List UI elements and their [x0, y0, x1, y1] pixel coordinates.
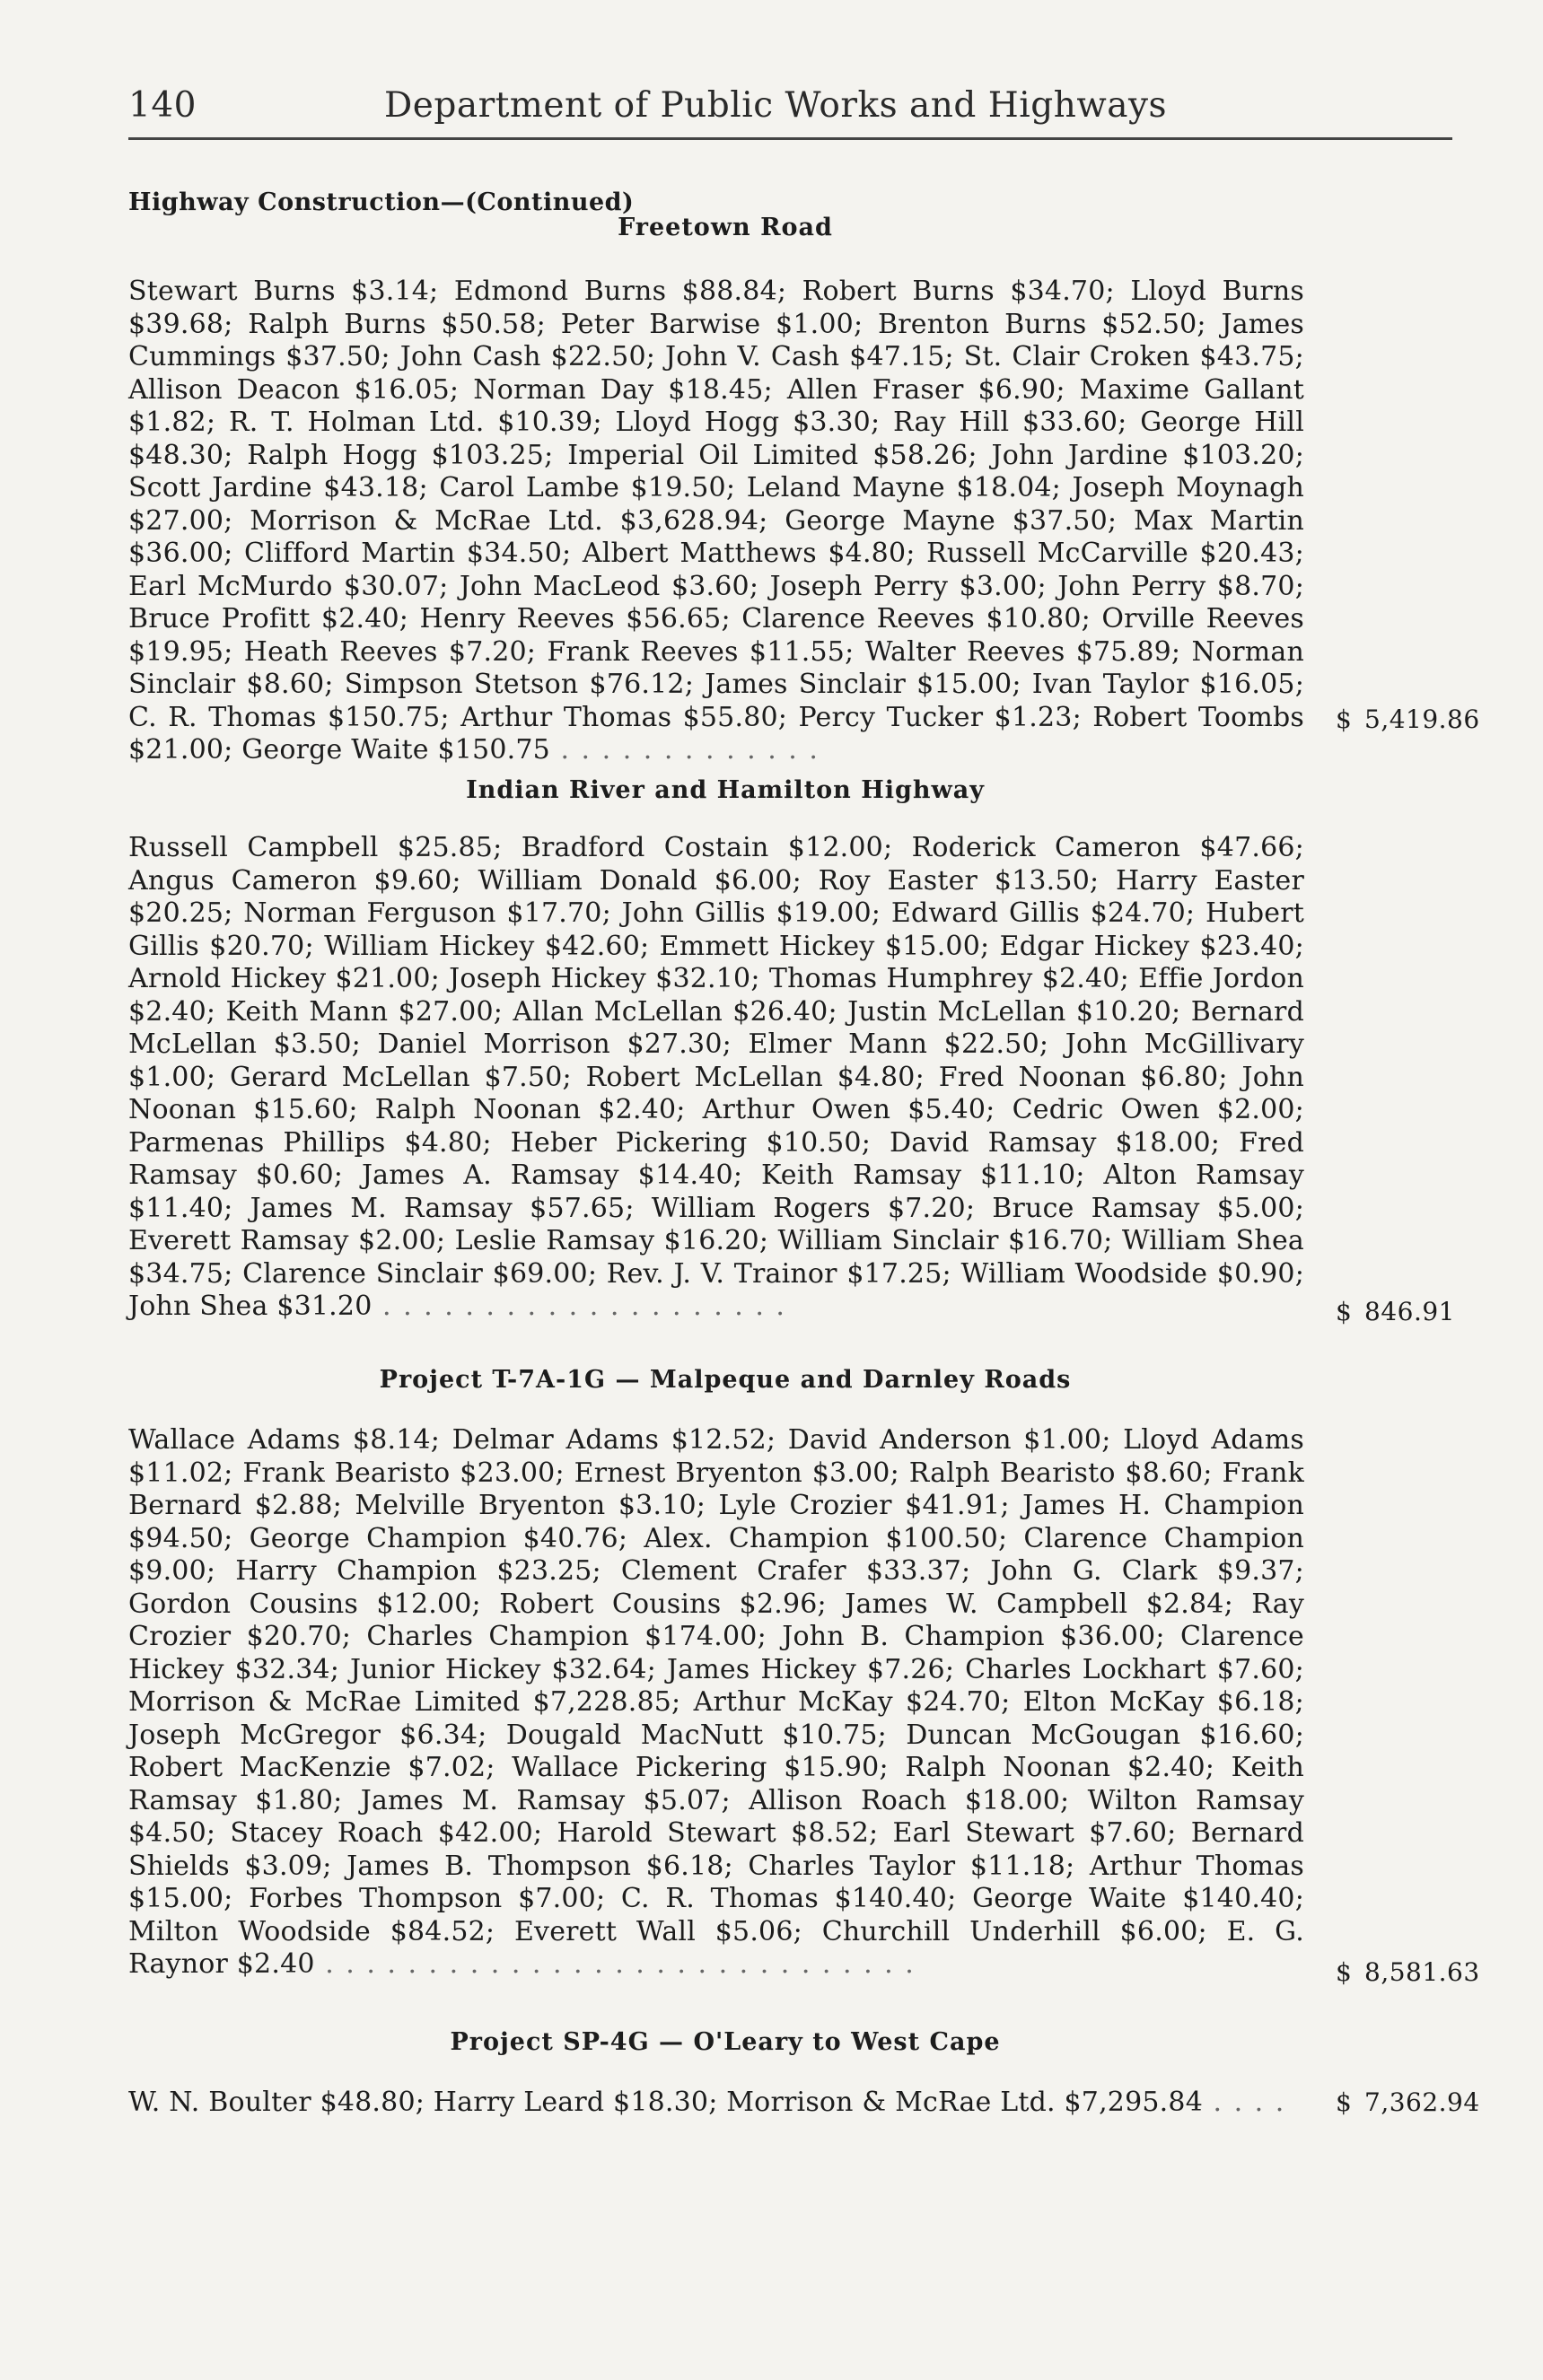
- section-entries-freetown-road: [128, 276, 1304, 767]
- page-title: Department of Public Works and Highways: [384, 85, 1168, 126]
- entries-text: Stewart Burns $3.14; Edmond Burns $88.84; Robert Burns $34.70; Lloyd Burns $39.68; Ralph Burns $50.58; Peter Barwise $1.00; Brenton Burns $52.50; James Cummings $37.50; John Cash $22.50; John V. Cash $47.15; St. Clair Croken $43.75; Allison Deacon $16.05; Norman Day $18.45; Allen Fraser $6.90; Maxime Gallant $1.82; R. T. Holman Ltd. $10.39; Lloyd Hogg $3.30; Ray Hill $33.60; George Hill $48.30; Ralph Hogg $103.25; Imperial Oil Limited $58.26; John Jardine $103.20; Scott Jardine $43.18; Carol Lambe $19.50; Leland Mayne $18.04; Joseph Moynagh $27.00; Morrison & McRae Ltd. $3,628.94; George Mayne $37.50; Max Martin $36.00; Clifford Martin $34.50; Albert Matthews $4.80; Russell McCarville $20.43; Earl McMurdo $30.07; John MacLeod $3.60; Joseph Perry $3.00; John Perry $8.70; Bruce Profitt $2.40; Henry Reeves $56.65; Clarence Reeves $10.80; Orville Reeves $19.95; Heath Reeves $7.20; Frank Reeves $11.55; Walter Reeves $75.89; Norman Sinclair $8.60; Simpson Stetson $76.12; James Sinclair $15.00; Ivan Taylor $16.05; C. R. Thomas $150.75; Arthur Thomas $55.80; Percy Tucker $1.23; Robert Toombs $21.00; George Waite $150.75: [128, 276, 1304, 766]
- document-page: [128, 85, 1480, 2118]
- section-entries-malpeque-darnley: [128, 1424, 1304, 1982]
- total-amount: 7,362.94: [1364, 2087, 1480, 2117]
- section-total-oleary-west-cape: [1336, 2087, 1480, 2117]
- total-amount: 5,419.86: [1364, 704, 1480, 734]
- dot-leader: . . . . . . . . . . . . . . . . . . . .: [372, 1291, 786, 1322]
- total-amount: 846.91: [1364, 1297, 1455, 1326]
- section-heading-freetown-road: Freetown Road: [618, 214, 833, 241]
- entries-text: Russell Campbell $25.85; Bradford Costain $12.00; Roderick Cameron $47.66; Angus Cameron $9.60; William Donald $6.00; Roy Easter $13.50; Harry Easter $20.25; Norman Ferguson $17.70; John Gillis $19.00; Edward Gillis $24.70; Hubert Gillis $20.70; William Hickey $42.60; Emmett Hickey $15.00; Edgar Hickey $23.40; Arnold Hickey $21.00; Joseph Hickey $32.10; Thomas Humphrey $2.40; Effie Jordon $2.40; Keith Mann $27.00; Allan McLellan $26.40; Justin McLellan $10.20; Bernard McLellan $3.50; Daniel Morrison $27.30; Elmer Mann $22.50; John McGillivary $1.00; Gerard McLellan $7.50; Robert McLellan $4.80; Fred Noonan $6.80; John Noonan $15.60; Ralph Noonan $2.40; Arthur Owen $5.40; Cedric Owen $2.00; Parmenas Phillips $4.80; Heber Pickering $10.50; David Ramsay $18.00; Fred Ramsay $0.60; James A. Ramsay $14.40; Keith Ramsay $11.10; Alton Ramsay $11.40; James M. Ramsay $57.65; William Rogers $7.20; Bruce Ramsay $5.00; Everett Ramsay $2.00; Leslie Ramsay $16.20; William Sinclair $16.70; William Shea $34.75; Clarence Sinclair $69.00; Rev. J. V. Trainor $17.25; William Woodside $0.90; John Shea $31.20: [128, 832, 1304, 1322]
- section-entries-indian-river: [128, 832, 1304, 1324]
- section-heading-malpeque-darnley: Project T-7A-1G — Malpeque and Darnley Roads: [379, 1366, 1072, 1394]
- currency-symbol: $: [1336, 1957, 1353, 1987]
- dot-leader: . . . . . . . . . . . . .: [549, 734, 820, 766]
- entries-text: W. N. Boulter $48.80; Harry Leard $18.30; Morrison & McRae Ltd. $7,295.84: [128, 2087, 1203, 2118]
- currency-symbol: $: [1336, 1297, 1353, 1326]
- header-rule: [128, 137, 1452, 140]
- dot-leader: . . . .: [1202, 2087, 1286, 2118]
- entries-text: Wallace Adams $8.14; Delmar Adams $12.52; David Anderson $1.00; Lloyd Adams $11.02; Frank Bearisto $23.00; Ernest Bryenton $3.00; Ralph Bearisto $8.60; Frank Bernard $2.88; Melville Bryenton $3.10; Lyle Crozier $41.91; James H. Champion $94.50; George Champion $40.76; Alex. Champion $100.50; Clarence Champion $9.00; Harry Champion $23.25; Clement Crafer $33.37; John G. Clark $9.37; Gordon Cousins $12.00; Robert Cousins $2.96; James W. Campbell $2.84; Ray Crozier $20.70; Charles Champion $174.00; John B. Champion $36.00; Clarence Hickey $32.34; Junior Hickey $32.64; James Hickey $7.26; Charles Lockhart $7.60; Morrison & McRae Limited $7,228.85; Arthur McKay $24.70; Elton McKay $6.18; Joseph McGregor $6.34; Dougald MacNutt $10.75; Duncan McGougan $16.60; Robert MacKenzie $7.02; Wallace Pickering $15.90; Ralph Noonan $2.40; Keith Ramsay $1.80; James M. Ramsay $5.07; Allison Roach $18.00; Wilton Ramsay $4.50; Stacey Roach $42.00; Harold Stewart $8.52; Earl Stewart $7.60; Bernard Shields $3.09; James B. Thompson $6.18; Charles Taylor $11.18; Arthur Thomas $15.00; Forbes Thompson $7.00; C. R. Thomas $140.40; George Waite $140.40; Milton Woodside $84.52; Everett Wall $5.06; Churchill Underhill $6.00; E. G. Raynor $2.40: [128, 1424, 1304, 1980]
- continued-heading: Highway Construction—(Continued): [128, 188, 635, 216]
- section-entries-oleary-west-cape: [128, 2087, 1304, 2120]
- section-total-malpeque-darnley: [1336, 1957, 1480, 1987]
- section-heading-indian-river: Indian River and Hamilton Highway: [466, 776, 985, 804]
- section-heading-oleary-west-cape: Project SP-4G — O'Leary to West Cape: [450, 2028, 1001, 2056]
- section-total-indian-river: [1336, 1297, 1455, 1326]
- currency-symbol: $: [1336, 2087, 1353, 2117]
- running-head: [128, 85, 1457, 139]
- page-number: 140: [128, 85, 197, 126]
- currency-symbol: $: [1336, 704, 1353, 734]
- total-amount: 8,581.63: [1364, 1957, 1480, 1987]
- dot-leader: . . . . . . . . . . . . . . . . . . . . . . . . . . . . .: [314, 1948, 916, 1980]
- section-total-freetown-road: [1336, 704, 1480, 734]
